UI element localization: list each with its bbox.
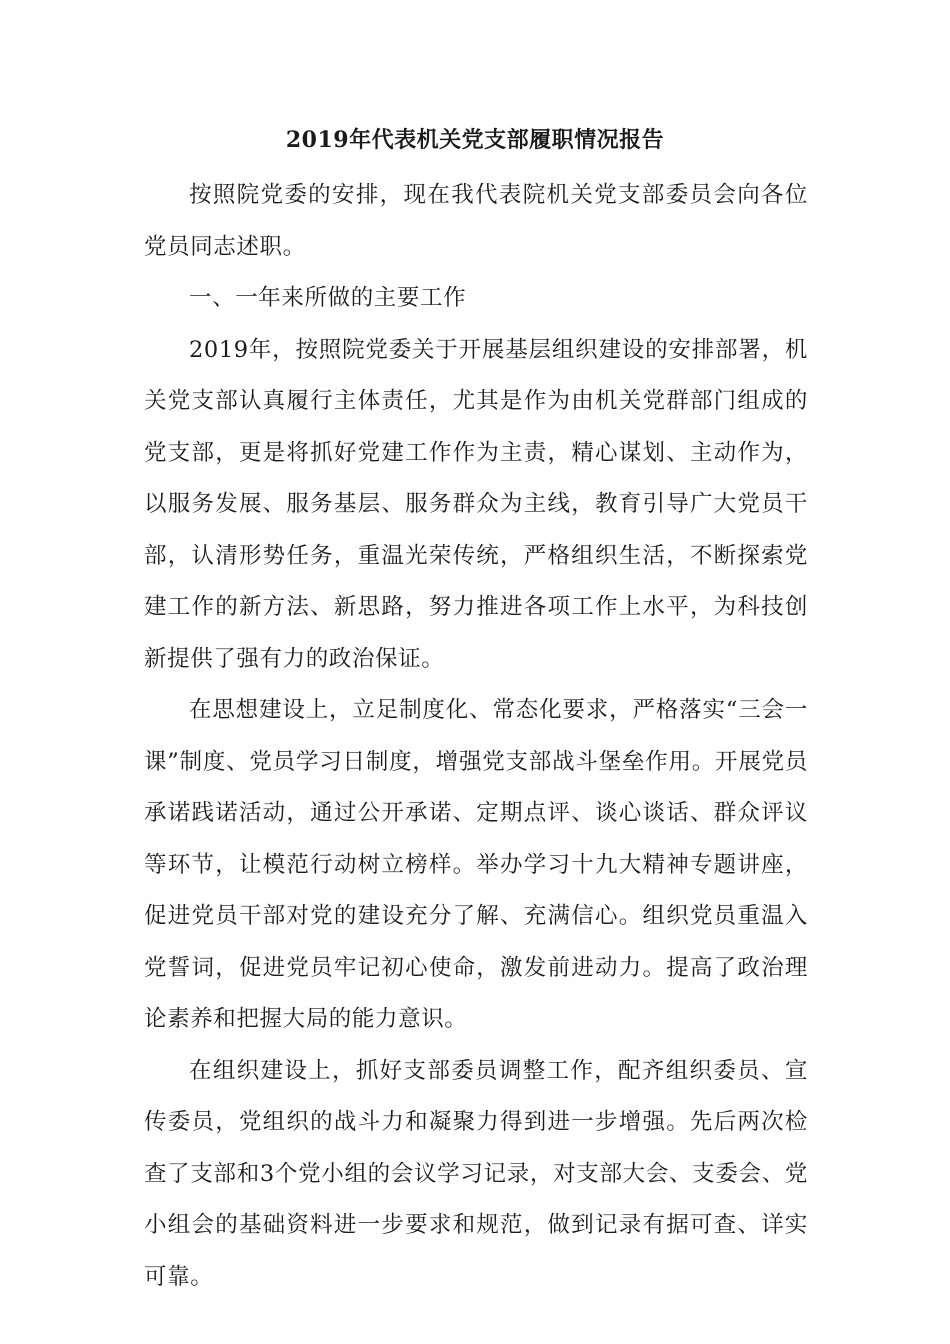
document-body <box>144 170 808 1303</box>
paragraph-ideological-building: 在思想建设上，立足制度化、常态化要求，严格落实“三会一课”制度、党员学习日制度，增强党支部战斗堡垒作用。开展党员承诺践诺活动，通过公开承诺、定期点评、谈心谈话、群众评议等环节，让模范行动树立榜样。举办学习十九大精神专题讲座，促进党员干部对党的建设充分了解、充满信心。组织党员重温入党誓词，促进党员牢记初心使命，激发前进动力。提高了政治理论素养和把握大局的能力意识。 <box>144 697 808 1032</box>
section-heading: 一、一年来所做的主要工作 <box>189 285 467 311</box>
paragraph-intro: 按照院党委的安排，现在我代表院机关党支部委员会向各位党员同志述职。 <box>144 182 808 260</box>
paragraph-overview: 2019年，按照院党委关于开展基层组织建设的安排部署，机关党支部认真履行主体责任，尤其是作为由机关党群部门组成的党支部，更是将抓好党建工作作为主责，精心谋划、主动作为，以服务发展、服务基层、服务群众为主线，教育引导广大党员干部，认清形势任务，重温光荣传统，严格组织生活，不断探索党建工作的新方法、新思路，努力推进各项工作上水平，为科技创新提供了强有力的政治保证。 <box>144 336 808 672</box>
document-title: 2019年代表机关党支部履职情况报告 <box>285 127 665 153</box>
paragraph-organizational-building: 在组织建设上，抓好支部委员调整工作，配齐组织委员、宣传委员，党组织的战斗力和凝聚力得到进一步增强。先后两次检查了支部和3个党小组的会议学习记录，对支部大会、支委会、党小组会的基础资料进一步要求和规范，做到记录有据可查、详实可靠。 <box>144 1057 808 1290</box>
